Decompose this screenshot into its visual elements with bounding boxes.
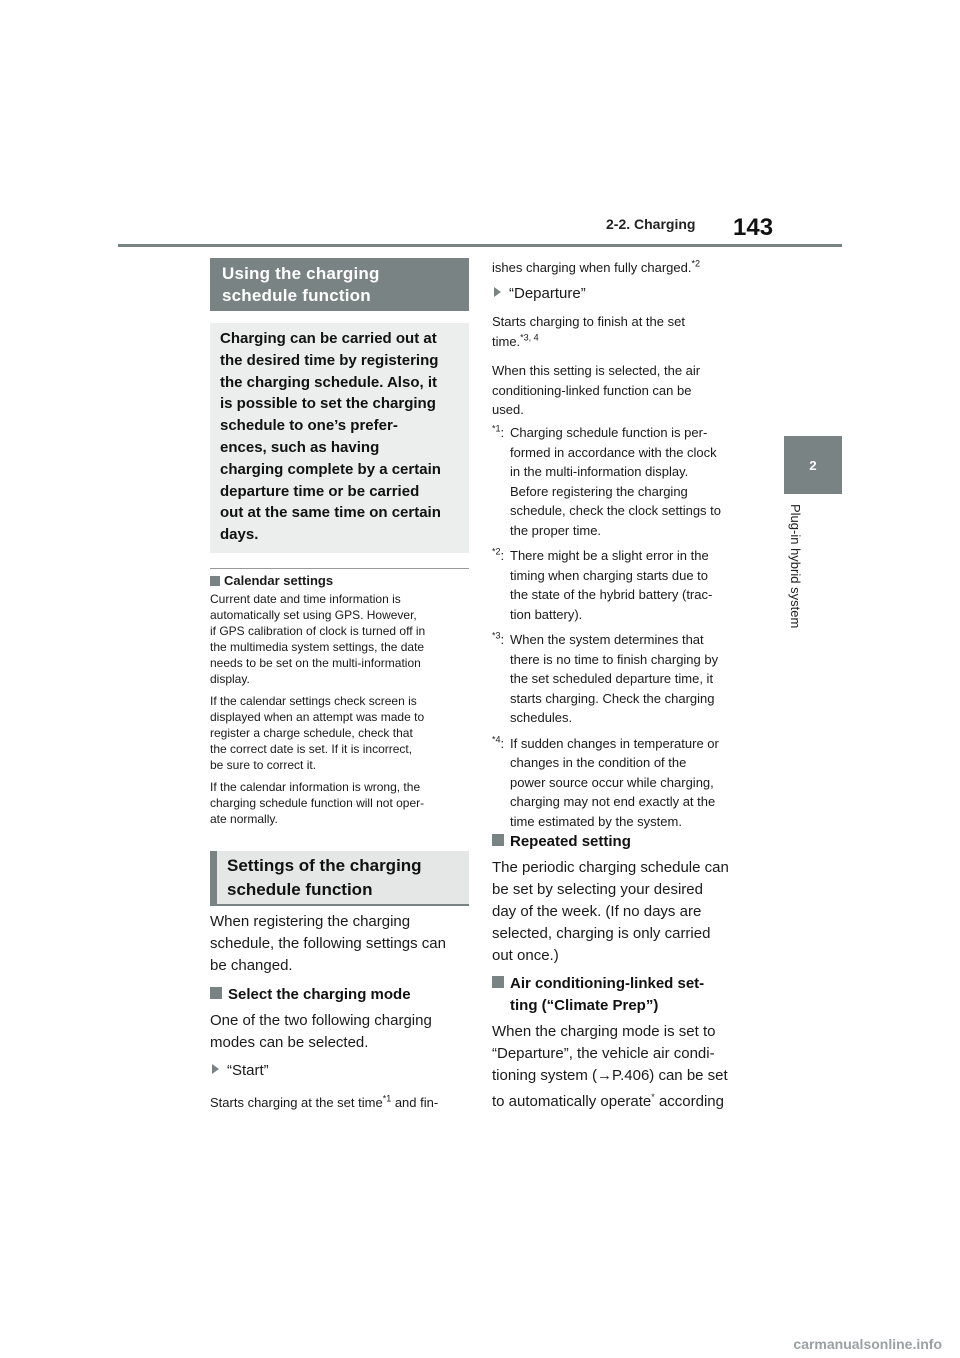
footnote: $^{*4}$: If sudden changes in temperature or changes in the condition of the power source occur while charging, charging may not end exactly at the time estimated by the system. [492, 734, 719, 829]
square-bullet-icon [492, 834, 504, 846]
departure-note: When this setting is selected, the air conditioning-linked function can be used. [492, 363, 701, 417]
departure-description: Starts charging to finish at the set time.$^{*3, 4}$ [492, 314, 685, 349]
watermark: carmanualsonline.info [793, 1336, 942, 1352]
triangle-bullet-icon [212, 1064, 219, 1074]
summary-box [210, 323, 469, 553]
section-heading-line: Settings of the charging [227, 855, 422, 875]
summary-line: Charging can be carried out at [220, 330, 437, 347]
intro-text: When registering the charging schedule, the following settings can be changed. [210, 913, 446, 974]
select-mode-title: Select the charging mode [210, 984, 472, 1006]
summary-line: ences, such as having [220, 438, 380, 456]
chapter-label [787, 504, 809, 654]
footnote: $^{*2}$: There might be a slight error in the timing when charging starts due to the state of the hybrid battery (trac- tion battery). [492, 546, 713, 622]
departure-option: “Departure” [494, 283, 586, 305]
square-bullet-icon [210, 987, 222, 999]
start-option: “Start” [212, 1060, 269, 1082]
chapter-label-text: Plug-in hybrid system [788, 504, 803, 629]
header-rule [118, 244, 842, 247]
section-heading-settings [210, 851, 469, 906]
repeated-setting-text: The periodic charging schedule can be set by selecting your desired day of the week. (If no days are selected, charging is only carried out once.) [492, 859, 729, 964]
climate-prep-text: When the charging mode is set to “Departure”, the vehicle air condi- tioning system (→P.406) can be set to automatically operate* according [492, 1023, 728, 1110]
summary-line: charging complete by a certain [220, 460, 441, 478]
calendar-settings-block [210, 573, 472, 833]
summary-line: out at the same time on certain [220, 504, 441, 522]
footnote: $^{*3}$: When the system determines that there is no time to finish charging by the set scheduled departure time, it starts charging. Check the charging schedules. [492, 630, 719, 725]
section-heading-using-schedule [210, 258, 469, 311]
calendar-para-3: If the calendar information is wrong, the charging schedule function will not oper- ate normally. [210, 780, 425, 826]
start-description: Starts charging at the set time$^{*1}$ and fin- [210, 1093, 439, 1110]
footnotes [492, 423, 754, 831]
divider [210, 568, 469, 569]
page-number: 143 [733, 214, 774, 241]
calendar-para-2: If the calendar settings check screen is displayed when an attempt was made to register a charge schedule, check that the correct date is set. If it is incorrect, be sure to correct it. [210, 694, 425, 772]
climate-prep-title: Air conditioning-linked set- ting (“Climate Prep”) [492, 973, 754, 1017]
summary-line: days. [220, 526, 259, 544]
section-heading-line: schedule function [227, 879, 373, 899]
summary-line: is possible to set the charging [220, 395, 436, 413]
summary-line: departure time or be carried [220, 482, 420, 500]
section-title: 2-2. Charging [606, 216, 696, 232]
square-bullet-icon [210, 576, 220, 586]
footnote: $^{*1}$: Charging schedule function is per- formed in accordance with the clock in the multi-information display. Before registering the charging schedule, check the clock settings to the proper time. [492, 423, 722, 538]
chapter-tab: 2 [784, 436, 842, 494]
summary-line: schedule to one’s prefer- [220, 417, 398, 435]
triangle-bullet-icon [494, 287, 501, 297]
section-heading-line: Using the charging [222, 263, 380, 283]
repeated-setting-title: Repeated setting [492, 831, 754, 853]
section-heading-line: schedule function [222, 285, 371, 305]
summary-line: the desired time by registering [220, 351, 439, 369]
square-bullet-icon [492, 976, 504, 988]
select-mode-text: One of the two following charging modes can be selected. [210, 1012, 432, 1051]
start-description-cont: ishes charging when fully charged.$^{*2}$ [492, 258, 700, 275]
calendar-settings-title: Calendar settings [210, 573, 472, 589]
calendar-para-1: Current date and time information is automatically set using GPS. However, if GPS calibration of clock is turned off in the multimedia system settings, the date needs to be set on the multi-information display. [210, 592, 426, 686]
summary-line: the charging schedule. Also, it [220, 373, 437, 391]
